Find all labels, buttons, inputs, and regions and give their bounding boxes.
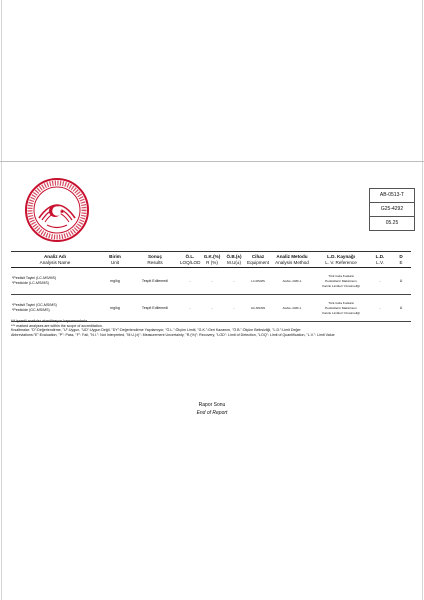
abbreviations-en: Abbreviations:"E":Evaluation, "P": Pass, "F": Fail, "N.I.": Not Interpreted, "M.U.(±)": Measurement Uncertainty, "R.(%)": Recovery, "LOD": Limit of Detection, "LOQ": Limit of Quantification, "L.V.": Limit Value: [11, 332, 335, 337]
col-header-uncertainty: Ö.B.(±) M.U(±): [223, 252, 245, 268]
ministry-seal-logo: [25, 178, 89, 242]
col-header-lv-reference: L.D. Kaynağı L. V. Reference: [313, 252, 369, 268]
table-header-row: [11, 252, 411, 268]
col-header-evaluation: D E: [391, 252, 411, 268]
uncertainty-cell: -: [223, 295, 245, 322]
end-of-report-en: End of Report: [196, 410, 228, 416]
loq-cell: -: [179, 295, 201, 322]
page-edge-right: [422, 0, 423, 600]
reference-cell: Türk Gıda Kodeksi Pestisitlerin Maksimum Kalıntı Limitleri Yönetmeliği: [313, 295, 369, 322]
analysis-results-table: [11, 251, 411, 322]
reference-cell: Türk Gıda Kodeksi Pestisitlerin Maksimum Kalıntı Limitleri Yönetmeliği: [313, 268, 369, 295]
analysis-name-cell: *Pestisit Tayini (GC-MS/MS) *Pesticide (GC-MS/MS): [11, 295, 99, 322]
table-row: [11, 295, 411, 322]
method-cell: AGAG-.20ZF-1: [271, 268, 313, 295]
col-header-equipment: Cihaz Equipment: [245, 252, 271, 268]
report-number: AB-0513-T: [370, 189, 414, 203]
page-edge-left: [1, 0, 2, 600]
report-date: 05.25: [385, 220, 399, 226]
table-row: [11, 268, 411, 295]
col-header-method: Analiz Metodu Analysis Method: [271, 252, 313, 268]
recovery-cell: -: [201, 268, 223, 295]
uncertainty-cell: -: [223, 268, 245, 295]
loq-cell: -: [179, 268, 201, 295]
col-header-analysis-name: Analiz Adı Analysis Name: [11, 252, 99, 268]
sample-number: G25-4292: [370, 203, 414, 217]
limit-value-cell: -: [369, 268, 391, 295]
col-header-unit: Birim Unit: [99, 252, 131, 268]
accreditation-note-tr: *** işaretli analizler akreditasyon kapsamındadır.: [11, 319, 88, 323]
col-header-recovery: G.K.(%) R (%): [201, 252, 223, 268]
equipment-cell: LC-MS/MS: [245, 268, 271, 295]
recovery-cell: -: [201, 295, 223, 322]
document-top-edge: [0, 161, 424, 162]
unit-cell: mg/kg: [99, 295, 131, 322]
col-header-results: Sonuç Results: [131, 252, 179, 268]
method-cell: AGAG-.20ZF-1: [271, 295, 313, 322]
end-of-report-tr: Rapor Sonu: [198, 402, 226, 408]
unit-cell: mg/kg: [99, 268, 131, 295]
evaluation-cell: U: [391, 295, 411, 322]
limit-value-cell: -: [369, 295, 391, 322]
equipment-cell: GC-MS/MS: [245, 295, 271, 322]
report-id-box: [369, 188, 415, 231]
col-header-loq: Ö.L. LOQ/LOD: [179, 252, 201, 268]
accreditation-note-en: *** marked analyses are within the scope of accreditation.: [11, 323, 103, 328]
result-cell: Tespit Edilemedi: [131, 295, 179, 322]
abbreviations-tr: Kısaltmalar: "D":Değerlendirme, "U":Uygun, "UD":Uygun Değil, "DY":Değerlendirme Yapılamıyor, "Ö.L.":Ölçüm Limiti, "G.K.":Geri Kazanım, "Ö.B.":Ölçüm Belirsizliği, "L.D.":Limit Değer: [11, 328, 301, 333]
evaluation-cell: U: [391, 268, 411, 295]
result-cell: Tespit Edilemedi: [131, 268, 179, 295]
col-header-limit-value: L.D. L.V.: [369, 252, 391, 268]
footnotes: [11, 319, 411, 337]
analysis-name-cell: *Pestisit Tayini (LC-MS/MS) *Pesticide (LC-MS/MS): [11, 268, 99, 295]
end-of-report: [0, 401, 424, 417]
